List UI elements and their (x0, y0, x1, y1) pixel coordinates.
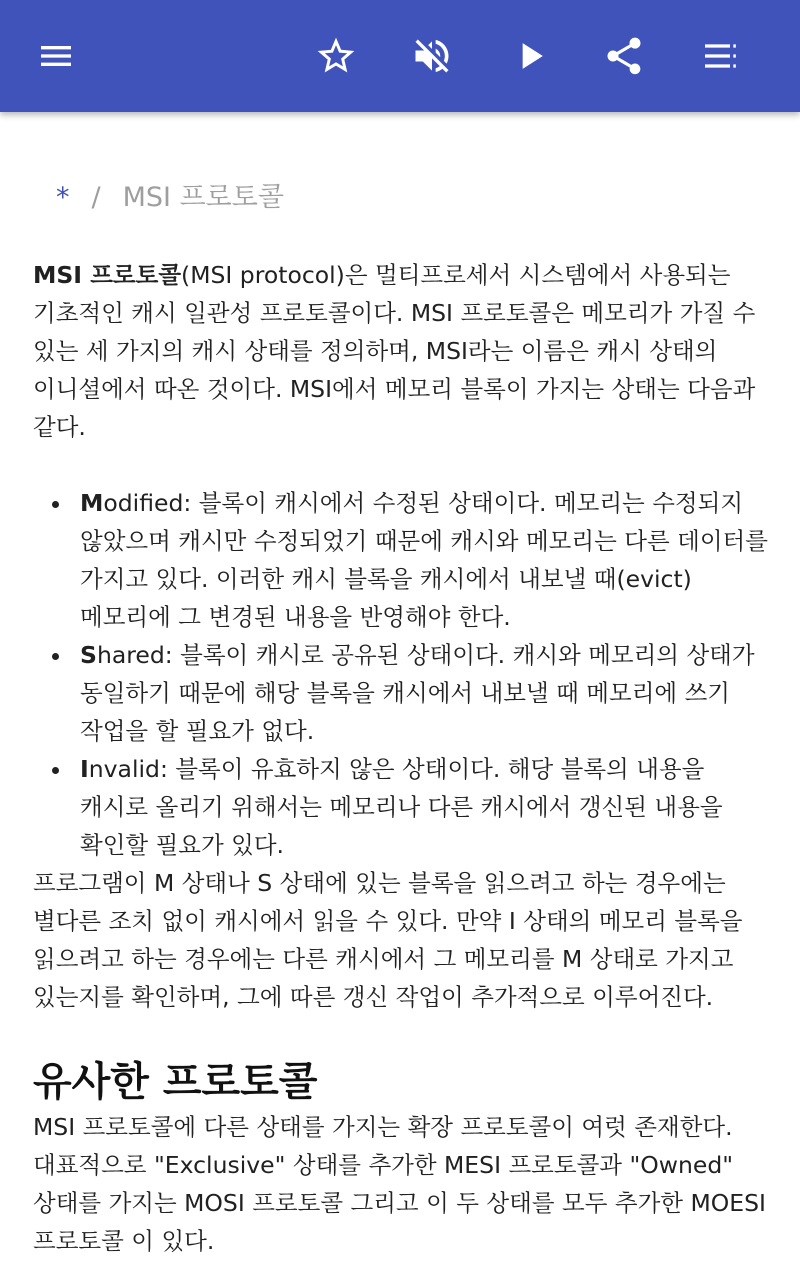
menu-button[interactable] (28, 28, 84, 84)
breadcrumb-separator: / (91, 182, 101, 213)
intro-paragraph (33, 256, 768, 446)
list-item (33, 750, 768, 864)
bookmark-button[interactable] (308, 28, 364, 84)
state-list (33, 484, 768, 864)
article-body (33, 256, 768, 1260)
state-initial: I (80, 755, 89, 783)
mute-button[interactable] (404, 28, 460, 84)
article-term: MSI 프로토콜 (33, 261, 182, 289)
bullet-icon (52, 653, 59, 660)
menu-icon (36, 36, 76, 76)
bullet-icon (52, 767, 59, 774)
play-button[interactable] (502, 28, 558, 84)
state-name-rest: hared (96, 641, 165, 669)
play-icon (508, 34, 552, 78)
breadcrumb (56, 178, 284, 218)
list-item (33, 484, 768, 636)
breadcrumb-current: MSI 프로토콜 (122, 182, 284, 213)
share-icon (602, 34, 646, 78)
state-description: : 블록이 캐시로 공유된 상태이다. 캐시와 메모리의 상태가 동일하기 때문에 해당 블록을 캐시에서 내보낼 때 메모리에 쓰기 작업을 할 필요가 없다. (80, 641, 755, 745)
state-description: : 블록이 유효하지 않은 상태이다. 해당 블록의 내용을 캐시로 올리기 위해서는 메모리나 다른 캐시에서 갱신된 내용을 확인할 필요가 있다. (80, 755, 723, 859)
state-description: : 블록이 캐시에서 수정된 상태이다. 메모리는 수정되지 않았으며 캐시만 수정되었기 때문에 캐시와 메모리는 다른 데이터를 가지고 있다. 이러한 캐시 블록을 캐시에서 내보낼 때(evict) 메모리에 그 변경된 내용을 반영해야 한다. (80, 489, 768, 631)
state-name-rest: nvalid (88, 755, 160, 783)
intro-text: (MSI protocol)은 멀티프로세서 시스템에서 사용되는 기초적인 캐시 일관성 프로토콜이다. MSI 프로토콜은 메모리가 가질 수 있는 세 가지의 캐시 상태를 정의하며, MSI라는 이름은 캐시 상태의 이니셜에서 따온 것이다. MSI에서 메모리 블록이 가지는 상태는 다음과 같다. (33, 261, 756, 441)
app-bar (0, 0, 800, 112)
breadcrumb-home-link[interactable]: * (56, 182, 70, 213)
star-icon (314, 34, 358, 78)
list-item (33, 636, 768, 750)
table-of-contents-button[interactable] (692, 28, 748, 84)
bullet-icon (52, 501, 59, 508)
after-list-paragraph: 프로그램이 M 상태나 S 상태에 있는 블록을 읽으려고 하는 경우에는 별다른 조치 없이 캐시에서 읽을 수 있다. 만약 I 상태의 메모리 블록을 읽으려고 하는 경우에는 다른 캐시에서 그 메모리를 M 상태로 가지고 있는지를 확인하며, 그에 따른 갱신 작업이 추가적으로 이루어진다. (33, 869, 743, 1011)
section-paragraph: MSI 프로토콜에 다른 상태를 가지는 확장 프로토콜이 여럿 존재한다. 대표적으로 "Exclusive" 상태를 추가한 MESI 프로토콜과 "Owned" 상태를 가지는 MOSI 프로토콜 그리고 이 두 상태를 모두 추가한 MOESI 프로토콜 이 있다. (33, 1113, 766, 1255)
state-initial: M (80, 489, 104, 517)
list-icon (700, 36, 740, 76)
section-heading: 유사한 프로토콜 (33, 1059, 318, 1105)
page-content (0, 112, 800, 1280)
share-button[interactable] (596, 28, 652, 84)
state-name-rest: odified (103, 489, 184, 517)
volume-off-icon (410, 34, 454, 78)
state-initial: S (80, 641, 97, 669)
